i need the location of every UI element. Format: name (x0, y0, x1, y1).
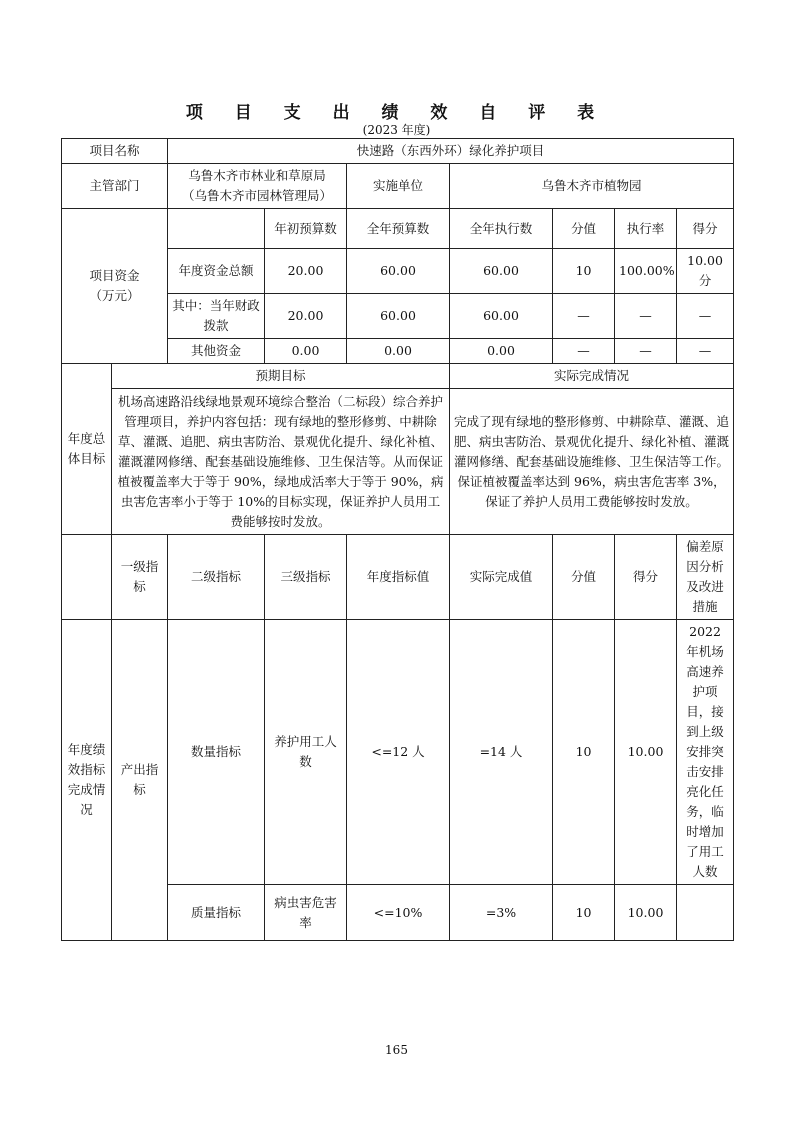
header-score-value: 分值 (553, 535, 615, 620)
impl-value: 乌鲁木齐市植物园 (450, 164, 734, 209)
fund-row-executed: 60.00 (450, 294, 553, 339)
indicator-score-value: 10 (553, 885, 615, 941)
impl-label: 实施单位 (347, 164, 450, 209)
fund-row-score-value: — (553, 294, 615, 339)
dept-line2: （乌鲁木齐市园林管理局） (182, 188, 333, 203)
indicator-target: <=10% (347, 885, 450, 941)
indicator-deviation (677, 885, 734, 941)
fund-row-score: — (677, 339, 734, 364)
indicator-header-blank (62, 535, 112, 620)
fund-header-rate: 执行率 (615, 209, 677, 249)
department-row (62, 164, 734, 209)
expected-label: 预期目标 (112, 364, 450, 389)
header-deviation: 偏差原因分析及改进措施 (677, 535, 734, 620)
fund-header-score: 得分 (677, 209, 734, 249)
fund-header-blank (168, 209, 265, 249)
indicator-target: <=12 人 (347, 620, 450, 885)
fund-header-annual: 全年预算数 (347, 209, 450, 249)
fund-label: 项目资金 (89, 268, 140, 283)
actual-goal-text: 完成了现有绿地的整形修剪、中耕除草、灌溉、追肥、病虫害防治、景观优化提升、绿化补植、灌溉灌网修缮、配套基础设施维修、卫生保洁等工作。保证植被覆盖率达到 96%，病虫害危害率 3%，保证了养护人员用工费能够按时发放。 (450, 389, 734, 535)
page-number: 165 (385, 1043, 408, 1057)
indicator-score: 10.00 (615, 885, 677, 941)
goal-text-row (62, 389, 734, 535)
expected-goal-text: 机场高速路沿线绿地景观环境综合整治（二标段）综合养护管理项目，养护内容包括：现有绿地的整形修剪、中耕除草、灌溉、追肥、病虫害防治、景观优化提升、绿化补植、灌溉灌网修缮、配套基础设施维修、卫生保洁等。从而保证植被覆盖率大于等于 90%，绿地成活率大于等于 90%，病虫害危害率小于等于 10%的目标实现，保证养护人员用工费能够按时发放。 (112, 389, 450, 535)
indicator-header-row (62, 535, 734, 620)
indicator-row (62, 620, 734, 885)
header-score: 得分 (615, 535, 677, 620)
fund-row-rate: 100.00% (615, 249, 677, 294)
fund-row-label: 其中：当年财政拨款 (168, 294, 265, 339)
fund-header-initial: 年初预算数 (265, 209, 347, 249)
indicator-actual: =14 人 (450, 620, 553, 885)
header-actual: 实际完成值 (450, 535, 553, 620)
fund-row-executed: 60.00 (450, 249, 553, 294)
indicator-score-value: 10 (553, 620, 615, 885)
fund-header-executed: 全年执行数 (450, 209, 553, 249)
fund-row-annual: 0.00 (347, 339, 450, 364)
fund-unit: （万元） (89, 288, 140, 303)
indicator-score: 10.00 (615, 620, 677, 885)
perf-label: 年度绩效指标完成情况 (62, 620, 112, 941)
fund-row-label: 年度资金总额 (168, 249, 265, 294)
fund-row-annual: 60.00 (347, 294, 450, 339)
goal-label: 年度总体目标 (62, 364, 112, 535)
indicator-level3: 养护用工人数 (265, 620, 347, 885)
indicator-level2: 数量指标 (168, 620, 265, 885)
fund-row-label: 其他资金 (168, 339, 265, 364)
fund-header-row (62, 209, 734, 249)
header-level1: 一级指标 (112, 535, 168, 620)
fund-row-score: — (677, 294, 734, 339)
project-name-value: 快速路（东西外环）绿化养护项目 (168, 139, 734, 164)
fund-row-initial: 20.00 (265, 294, 347, 339)
project-name-label: 项目名称 (62, 139, 168, 164)
indicator-actual: =3% (450, 885, 553, 941)
fund-row-executed: 0.00 (450, 339, 553, 364)
year-subtitle: (2023 年度) (362, 123, 431, 137)
fund-row-annual: 60.00 (347, 249, 450, 294)
fund-row-score-value: 10 (553, 249, 615, 294)
dept-line1: 乌鲁木齐市林业和草原局 (188, 168, 326, 183)
project-name-row (62, 139, 734, 164)
actual-label: 实际完成情况 (450, 364, 734, 389)
dept-value (168, 164, 347, 209)
fund-row-initial: 0.00 (265, 339, 347, 364)
fund-row-score: 10.00 分 (677, 249, 734, 294)
fund-row-rate: — (615, 294, 677, 339)
header-target: 年度指标值 (347, 535, 450, 620)
header-level2: 二级指标 (168, 535, 265, 620)
fund-label-cell (62, 209, 168, 364)
indicator-deviation: 2022 年机场高速养护项目，接到上级安排突击安排亮化任务，临时增加了用工人数 (677, 620, 734, 885)
fund-header-score-value: 分值 (553, 209, 615, 249)
dept-label: 主管部门 (62, 164, 168, 209)
page-title: 项 目 支 出 绩 效 自 评 表 (185, 103, 608, 123)
indicator-level3: 病虫害危害率 (265, 885, 347, 941)
output-label: 产出指标 (112, 620, 168, 941)
header-level3: 三级指标 (265, 535, 347, 620)
indicator-level2: 质量指标 (168, 885, 265, 941)
goal-header-row (62, 364, 734, 389)
fund-row-score-value: — (553, 339, 615, 364)
performance-table (61, 138, 734, 941)
fund-row-initial: 20.00 (265, 249, 347, 294)
fund-row-rate: — (615, 339, 677, 364)
